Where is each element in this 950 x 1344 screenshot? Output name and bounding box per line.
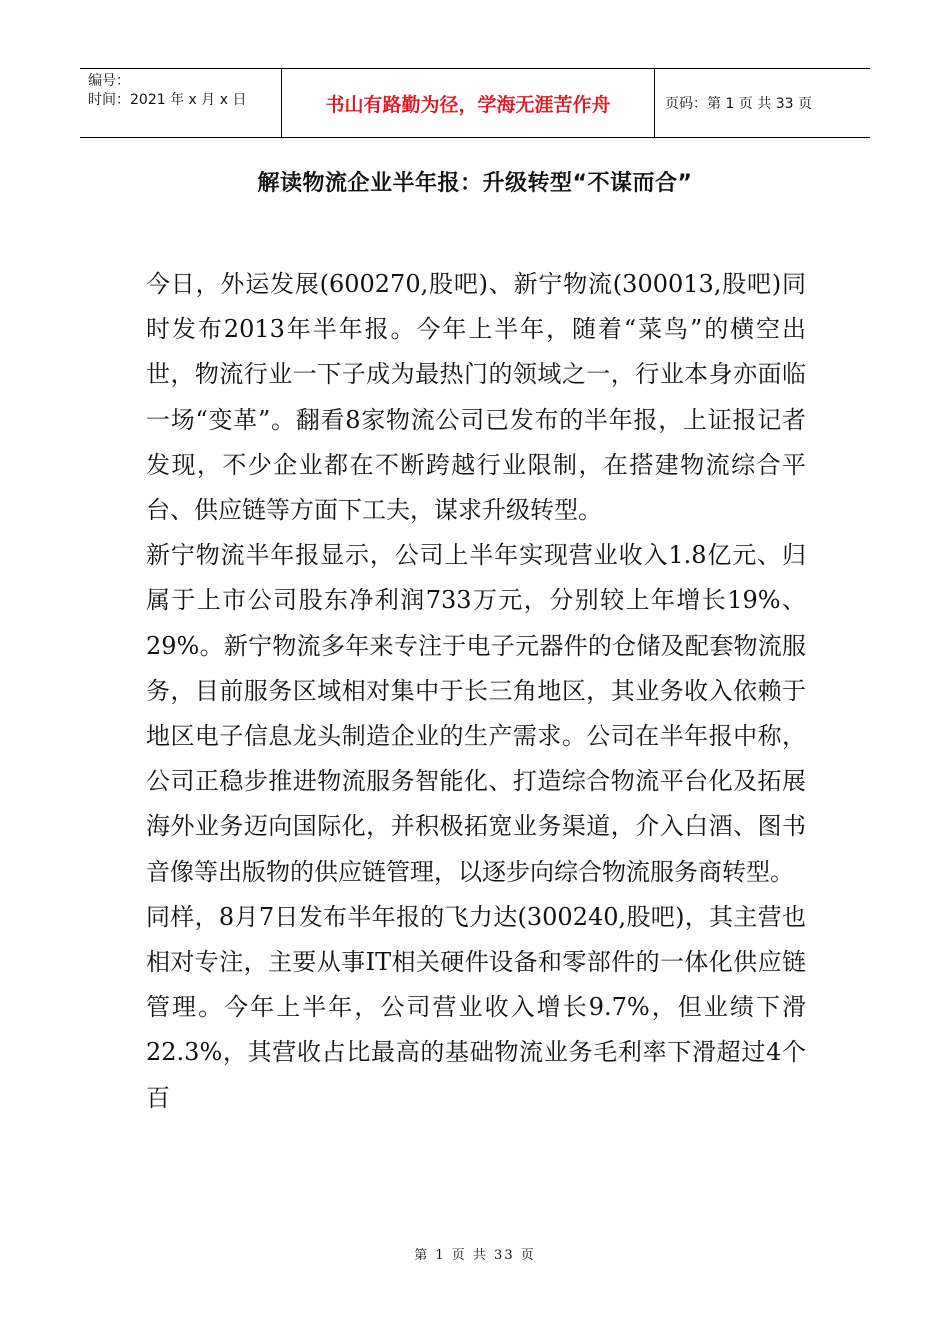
page-info: 页码：第 1 页 共 33 页 <box>665 96 812 112</box>
header-table <box>80 68 870 138</box>
number-label: 编号： <box>88 73 130 89</box>
header-meta-cell <box>80 69 282 137</box>
motto-text: 书山有路勤为径，学海无涯苦作舟 <box>325 93 611 116</box>
header-motto-cell <box>282 69 655 137</box>
article-body <box>146 262 806 1121</box>
paragraph-2: 新宁物流半年报显示，公司上半年实现营业收入1.8亿元、归属于上市公司股东净利润733万元，分别较上年增长19%、29%。新宁物流多年来专注于电子元器件的仓储及配套物流服务，目前服务区域相对集中于长三角地区，其业务收入依赖于地区电子信息龙头制造企业的生产需求。公司在半年报中称，公司正稳步推进物流服务智能化、打造综合物流平台化及拓展海外业务迈向国际化，并积极拓宽业务渠道，介入白酒、图书音像等出版物的供应链管理，以逐步向综合物流服务商转型。 <box>146 541 806 886</box>
header-page-cell <box>655 69 870 137</box>
paragraph-1: 今日，外运发展(600270,股吧)、新宁物流(300013,股吧)同时发布2013年半年报。今年上半年，随着“菜鸟”的横空出世，物流行业一下子成为最热门的领域之一，行业本身亦面临一场“变革”。翻看8家物流公司已发布的半年报，上证报记者发现，不少企业都在不断跨越行业限制，在搭建物流综合平台、供应链等方面下工夫，谋求升级转型。 <box>146 270 806 525</box>
page-footer: 第 1 页 共 33 页 <box>414 1248 536 1263</box>
document-title: 解读物流企业半年报：升级转型“不谋而合” <box>257 171 693 196</box>
paragraph-3: 同样，8月7日发布半年报的飞力达(300240,股吧)，其主营也相对专注，主要从事IT相关硬件设备和零部件的一体化供应链管理。今年上半年，公司营业收入增长9.7%，但业绩下滑22.3%，其营收占比最高的基础物流业务毛利率下滑超过4个百 <box>146 902 806 1112</box>
time-label: 时间：2021 年 x 月 x 日 <box>88 92 247 108</box>
